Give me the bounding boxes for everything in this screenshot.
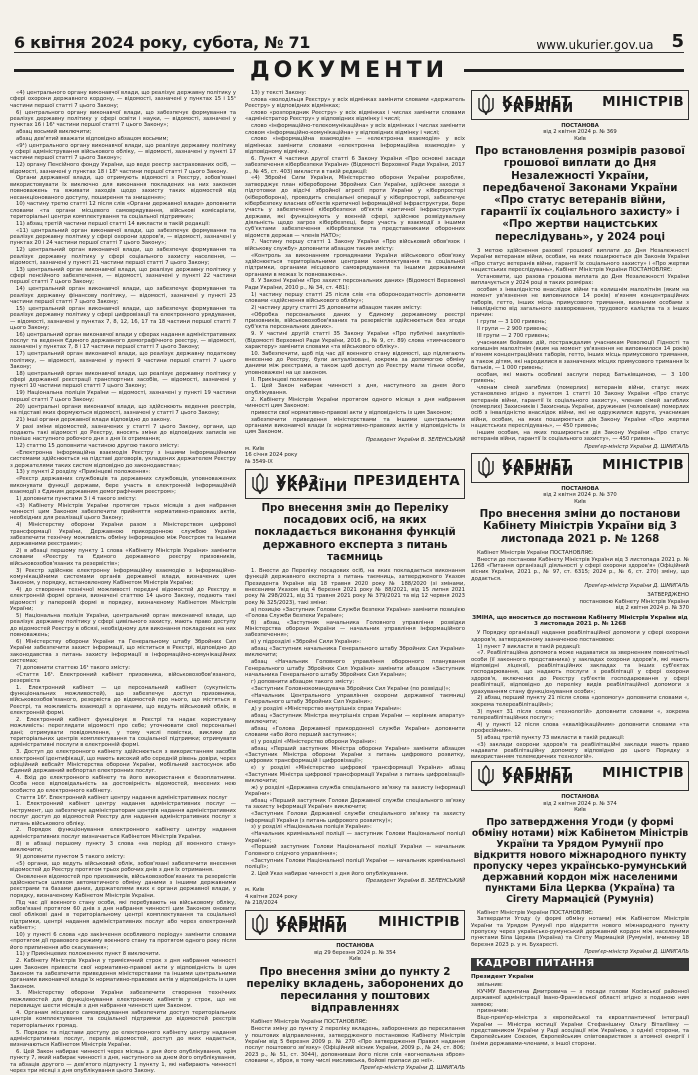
cabinet-paragraph: II групи — 2 900 гривень; <box>477 325 548 332</box>
cabinet-paragraph: учасникам бойових дій, постраждалим учасникам Революції Гідності та колишнім малолітнім (яким на момент ув'язнення не виповнилося 14 років) в'язням концентраційних таборів, гетто, інших місць примусового тримання, а також дітям, які народилися в зазначених місцях примусового тримання їх батьків, — 1 000 гривень; <box>471 339 689 372</box>
law-paragraph: У разі зміни відомостей, зазначених у статті 7 цього Закону, органи, що подають такі відомості до Реєстру, вносять зміни до відповідних записів не пізніше наступного робочого дня з дня їх отримання; <box>10 423 236 443</box>
column-right <box>471 90 689 1048</box>
law-paragraph: 4. Органам місцевого самоврядування забезпечити доступ територіальних центрів комплектування та соціальної підтримки до відомостей реєстрів територіальних громад. <box>10 1009 236 1029</box>
law-paragraph: забезпечити приведення міністерствами та іншими центральними органами виконавчої влади їх нормативно-правових актів у відповідність із цим Законом. <box>245 416 465 436</box>
cabinet1-section-header <box>471 90 689 120</box>
cabinet1-signature: Прем'єр-міністр України Д. ШМИГАЛЬ <box>584 443 689 450</box>
decree-paragraph: «Начальник Центрального управління охорони державної таємниці Генерального штабу Збройних Сил України»; <box>245 692 465 705</box>
cabinet-paragraph: З метою здійснення разової грошової виплати до Дня Незалежності України ветеранам війни, особам, на яких поширюється дія Законів України «Про статус ветеранів війни, гарантії їх соціального захисту» і «Про жертви нацистських переслідувань», Кабінет Міністрів України ПОСТАНОВЛЯЄ: <box>471 247 689 273</box>
kadrovi-paragraph: звільнив: <box>477 982 503 989</box>
law-paragraph: «11) центральний орган виконавчої влади, що забезпечує формування та реалізує державну політику у сфері охорони здоров'я, — відомості, зазначені у пунктах 20 і 24 частини першої статті 7 цього Закону»; <box>10 227 236 247</box>
law-paragraph: «Контроль за виконанням громадянами України військового обов'язку здійснюється територіальними центрами комплектування та соціальної підтримки, органами місцевого самоврядування та іншими державними органами в межах їх повноважень». <box>245 252 465 278</box>
column-law-text <box>10 90 236 1075</box>
decree-headline: Про внесення змін до Переліку посадових осіб, на яких покладається виконання функцій державного експерта з питань таємниць <box>254 501 456 563</box>
law-paragraph: абзац дев'ятий вважати відповідно абзацом восьмим; <box>16 135 169 142</box>
kadrovi-subtitle: Президент України <box>471 973 534 980</box>
law-paragraph: 5. Порядок та підстави доступу до електронного кабінету центру надання адміністративних послуг, перелік відомостей, доступ до яких надається, визначаються Кабінетом Міністрів України. <box>10 1029 236 1049</box>
kadrovi-section-title: КАДРОВІ ПИТАННЯ <box>471 958 689 970</box>
law-paragraph: «Електронна інформаційна взаємодія Реєстру з іншими інформаційними системами здійснюється на підставі договорів, укладених держателем Реєстру з держателями таких систем відповідно до законодавства»; <box>10 449 236 469</box>
cabinet1-meta <box>471 123 689 142</box>
cabinet-paragraph: Кабінет Міністрів України ПОСТАНОВЛЯЄ: <box>477 909 594 916</box>
law-paragraph: 12) центральний орган виконавчої влади, що забезпечує формування та реалізує державну політику у сфері соціального захисту населення, — відомості, зазначені у пункті 21 частини першої статті 7 цього Закону; <box>10 247 236 266</box>
law-paragraph: Оновлення відомостей про призовників, військовозобов'язаних та резервістів здійснюється шляхом автоматичного обміну даними з іншими державними реєстрами та базами даних, держателями яких є органи державної влади, у порядку, визначеному Кабінетом Міністрів України. <box>10 873 236 899</box>
change-paragraph: «7. Реабілітаційна допомога може надаватися за зверненням повнолітньої особи (її законного представника) у закладах охорони здоров'я, які мають відповідні ліцензії, реабілітаційних закладах та інших суб'єктах господарювання, що надають послуги з реабілітації у сфері охорони здоров'я, включених до Реєстру суб'єктів господарювання у сфері реабілітації, відповідно до переліку видів реабілітаційної допомоги з урахуванням стану функціонування особи»; <box>471 650 689 695</box>
law-paragraph: привести свої нормативно-правові акти у відповідність із цим Законом; <box>251 409 453 416</box>
decree-paragraph: «Заступник Голови Національної поліції України — начальник кримінальної поліції»; <box>245 857 465 870</box>
decree-paragraph: «Заступник Голови Державної служби спеціального зв'язку та захисту інформації України (з питань цифрового розвитку)»; <box>245 811 465 824</box>
footer-meta-line: м. Київ <box>245 446 265 453</box>
law-paragraph: Під час дії воєнного стану особи, які перебувають на військовому обліку, зобов'язані протягом 60 днів з дня набрання чинності цим Законом оновити свої облікові дані в територіальному центрі комплектування та соціальної підтримки, центрі надання адміністративних послуг або через електронний кабінет»; <box>10 899 236 931</box>
decree-section-header <box>245 469 465 499</box>
law-paragraph: «4) Збройні Сили України, Міністерство оборони України розробляє, затверджує план кібероборони Збройних Сил України, здійснює заходи з підготовки до відсічі збройної агресії проти України у кіберпросторі (кібероборона), проводить спеціальні операції у кіберпросторі, забезпечує кібербезпеку власних об'єктів критичної інформаційної інфраструктури, бере участь у забезпеченні кібербезпеки об'єктів критичної інфраструктури держави, які функціонують у воєнній сфері, здійснює розвідувальну діяльність щодо загроз кібербезпеці, бере участь у взаємодії з іншими суб'єктами забезпечення кібербезпеки та представниками оборонних відомств держав — членів НАТО»; <box>245 175 465 239</box>
cabinet-paragraph: особам з інвалідністю внаслідок війни та колишнім малолітнім (яким на момент ув'язнення не виповнилося 14 років) в'язням концентраційних таборів, гетто, інших місць примусового тримання, визнаним особами з інвалідністю від загального захворювання, трудового каліцтва та з інших причин: <box>471 286 689 319</box>
cabinet-paragraph: Кабінет Міністрів України ПОСТАНОВЛЯЄ: <box>251 1019 368 1026</box>
footer-meta-line: № 3549-IX <box>245 458 273 465</box>
cabinet2-approved <box>471 592 689 611</box>
law-paragraph: 11) у Прикінцевих положеннях пункт 8 виключити. <box>16 951 161 958</box>
law-paragraph: 1. Електронний кабінет — це персональний кабінет (сукупність функціональних можливостей), що забезпечує доступ призовника, військовозобов'язаного, резервіста до відомостей про нього, що містяться в Реєстрі, та можливість взаємодії з органами, що ведуть військовий облік, в електронній формі. <box>10 684 236 717</box>
decree-paragraph: а) позицію «Заступник Голови Служби безпеки України» замінити позицією «Голова Служби безпеки України»; <box>245 606 465 619</box>
cabinet-body <box>245 1019 465 1064</box>
law-paragraph: II. Прикінцеві положення <box>251 376 322 383</box>
law-paragraph: 3. Доступ до електронного кабінету здійснюється з використанням засобів електронної ідентифікації, що мають високий або середній рівень довіри, через офіційний вебсайт Міністерства оборони України, мобільний застосунок або Єдиний державний вебпортал електронних послуг. <box>10 749 236 775</box>
trident-seal-icon <box>476 765 496 787</box>
cabinet1-title: КАБІНЕТ МІНІСТРІВ УКРАЇНИ <box>502 93 684 116</box>
change-paragraph: 4) у пункті 12 після слова «кваліфікаційним» доповнити словами «та професійним». <box>471 721 689 735</box>
law-paragraph: 1. Цей Закон набирає чинності з дня, наступного за днем його опублікування. <box>245 383 465 396</box>
meta-line: ПОСТАНОВА <box>561 123 599 129</box>
cabinet2-change-title: ЗМІНА, що вноситься до постанови Кабінету Міністрів України від 3 листопада 2021 р. № 1268 <box>472 614 688 628</box>
cabinet2-headline: Про внесення зміни до постанови Кабінету Міністрів України від 3 листопада 2021 р. № 1268 <box>479 508 681 545</box>
decree-paragraph: абзац «Заступник начальника Генерального штабу Збройних Сил України» виключити; <box>245 646 465 659</box>
cabinet3-meta <box>471 794 689 813</box>
approved-line: від 2 квітня 2024 р. № 370 <box>615 605 689 612</box>
law-paragraph: 11) абзац третій частини першої статті 14 викласти в такій редакції: <box>16 220 210 227</box>
law-paragraph: 15) центральний орган виконавчої влади, що забезпечує формування та реалізує державну політику у сфері цифровізації та електронного урядування, — відомості, зазначені у пунктах 7, 8, 12, 16, 17 та 18 частини першої статті 7 цього Закону; <box>10 305 236 331</box>
banner-rule-left <box>14 69 234 72</box>
site-url[interactable]: www.ukurier.gov.ua <box>536 38 654 52</box>
trident-seal-icon <box>476 457 496 479</box>
masthead-right <box>536 31 684 52</box>
decree-paragraph: абзац «Голова Державної прикордонної служби України» доповнити словами «або його перший заступник»; <box>245 725 465 739</box>
law-paragraph: 3. Міністерству оборони України забезпечити створення технічних можливостей для функціонування електронних кабінетів у строк, що не перевищує шести місяців з дня набрання чинності цим Законом. <box>10 990 236 1010</box>
approved-line: ЗАТВЕРДЖЕНО <box>647 592 689 599</box>
cabinet-paragraph: Кабінет Міністрів України ПОСТАНОВЛЯЄ: <box>477 549 594 556</box>
cabinet-paragraph: членам сімей загиблих (померлих) ветеранів війни, статус яких установлено згідно з пунктом 1 статті 10 Закону України «Про статус ветеранів війни, гарантії їх соціального захисту», членам сімей загиблих (померлих) Захисників і Захисниць України, дружинам (чоловікам) померлих осіб з інвалідністю внаслідок війни, які не одружилися вдруге, учасникам війни, особам, на яких поширюється дія Закону України «Про жертви нацистських переслідувань», — 450 гривень; <box>471 385 689 430</box>
change-paragraph: У Порядку організації надання реабілітаційної допомоги у сфері охорони здоров'я, затвердженому зазначеною постановою: <box>471 630 689 643</box>
law-paragraph: 12) органу Пенсійного фонду України, що веде реєстр застрахованих осіб, — відомості, зазначені у пунктах 18 і 18¹ частини першої статті 7 цього Закону. <box>10 162 236 175</box>
law-paragraph: 21) інші органи державної влади відповідно до закону. <box>16 416 172 423</box>
meta-line: ПОСТАНОВА <box>561 486 599 492</box>
meta-line: Київ <box>574 807 586 814</box>
law-paragraph: 6. Пункт 4 частини другої статті 6 Закону України «Про основні засади забезпечення кібербезпеки України» (Відомості Верховної Ради України, 2017 р., № 45, ст. 403) викласти в такій редакції: <box>245 155 465 175</box>
meta-line: від 29 березня 2024 р. № 354 <box>314 949 396 956</box>
law-paragraph: 14) центральний орган виконавчої влади, що забезпечує формування та реалізує державну фінансову політику, — відомості, зазначені у пункті 23 частини першої статті 7 цього Закону; <box>10 286 236 305</box>
cabinet-paragraph: особам, які мають особливі заслуги перед Батьківщиною, — 3 100 гривень; <box>471 371 689 385</box>
cabinet2-body <box>471 550 689 582</box>
law-paragraph: 12) статтю 15 доповнити частиною другою такого змісту: <box>16 443 179 450</box>
kadrovi-body <box>471 982 689 1047</box>
kadrovi-paragraph: КУЧМУ Валентина Дмитровича — з посади голови Косівської районної державної адміністрації Івано-Франківської області згідно з поданою ним заявою; <box>471 988 689 1008</box>
change-paragraph: «3) заклади охорони здоров'я та реабілітаційні заклади мають право надавати реабілітаційну допомогу відповідно до цього Порядку з використанням телемедичних технологій». <box>471 741 689 761</box>
decree-paragraph: з) у розділі «Національна поліція України»: <box>251 824 372 831</box>
law-paragraph: Стаття 16². Електронний кабінет центру надання адміністративних послуг <box>16 794 228 801</box>
law-paragraph: 1) частину першу статті 25 після слів «та обороноздатності» доповнити словами «здійснення військового обліку»; <box>245 291 465 304</box>
law-paragraph: 2. Електронний кабінет функціонує в Реєстрі та надає користувачу можливість: переглядати відомості про себе; уточнювати свої персональні дані; отримувати повідомлення, у тому числі повістки, виклики до територіальних центрів комплектування та соціальної підтримки; отримувати адміністративні послуги в електронній формі. <box>10 717 236 749</box>
cabinet-section-header <box>245 910 465 940</box>
meta-line: від 2 квітня 2024 р. № 370 <box>543 492 617 499</box>
law-paragraph: «9¹) центрального органу виконавчої влади, що реалізує державну політику у сфері адміністрування військового обліку, — відомості, зазначені у пункті 17 частини першої статті 7 цього Закону»; <box>10 142 236 162</box>
law-paragraph: 5) Національна поліція України, центральний орган виконавчої влади, що реалізує державну політику у сфері цивільного захисту, мають право доступу до відомостей Реєстру в обсязі, необхідному для виконання покладених на них повноважень; <box>10 613 236 639</box>
kadrovi-paragraph: призначив: <box>477 1008 509 1015</box>
change-paragraph: 5) абзац третій пункту 73 викласти в такій редакції: <box>477 734 625 741</box>
law-paragraph: 10. Забезпечити, щоб під час дії воєнного стану відомості, що підлягають внесенню до Реєстру, були актуалізовані, зокрема за допомогою обміну даними між реєстрами, а також щоб доступ до Реєстру мали тільки особи, уповноважені на це законом. <box>245 350 465 376</box>
footer-meta-line: № 218/2024 <box>245 900 278 907</box>
cabinet-paragraph: III групи — 2 700 гривень; <box>477 332 550 339</box>
law-paragraph: 18) центральний орган виконавчої влади, що реалізує державну політику у сфері державної реєстрації транспортних засобів, — відомості, зазначені у пункті 10 частини першої статті 7 цього Закону; <box>10 370 236 390</box>
section-banner-title: ДОКУМЕНТИ <box>250 57 448 83</box>
cabinet2-title: КАБІНЕТ МІНІСТРІВ УКРАЇНИ <box>502 456 684 479</box>
law-paragraph: 4) Міністерству оборони України разом з Міністерством цифрової трансформації України, Державною прикордонною службою України забезпечити технічну можливість обміну інформацією між Реєстром та іншими державними реєстрами»; <box>10 522 236 548</box>
president-signature-2: Президент України В. ЗЕЛЕНСЬКИЙ <box>365 878 465 885</box>
cabinet-paragraph: I групи — 3 100 гривень; <box>477 319 547 326</box>
cabinet3-signature: Прем'єр-міністр України Д. ШМИГАЛЬ <box>584 949 689 956</box>
decree-paragraph: 1. Внести до Переліку посадових осіб, на яких покладається виконання функцій державного експерта з питань таємниць, затвердженого Указом Президента України від 18 травня 2020 року № 188/2020 (зі змінами, внесеними Указом від 4 березня 2021 року № 88/2021, від 15 липня 2021 року № 298/2021, від 31 травня 2021 року № 379/2021 та від 12 червня 2023 року № 325/2023), такі зміни: <box>245 567 465 606</box>
law-paragraph: 1. Електронний кабінет центру надання адміністративних послуг — інструмент, що забезпечує адміністраторам центрів надання адміністративних послуг доступ до відомостей Реєстру для надання адміністративних послуг з питань військового обліку. <box>10 801 236 827</box>
law-paragraph: слово «інформаційно-телекомунікаційна» у всіх відмінках і числах замінити словом «інформаційно-комунікаційна» у відповідних відмінку і числі; <box>245 123 466 136</box>
law-paragraph: 2. Кабінету Міністрів України у тримісячний строк з дня набрання чинності цим Законом привести свої нормативно-правові акти у відповідність із цим Законом та забезпечити приведення міністерствами та іншими центральними органами виконавчої влади їх нормативно-правових актів у відповідність із цим Законом. <box>10 958 236 990</box>
decree-paragraph: г) доповнити абзацом такого змісту: <box>251 678 355 685</box>
footer-meta-line: 4 квітня 2024 року <box>245 893 298 900</box>
law-paragraph: 8) в абзаці першому пункту 3 слова «на період дії воєнного стану» виключити; <box>10 840 236 853</box>
decree-paragraph: в) у підрозділі «Збройні Сили України»: <box>251 639 362 646</box>
law-paragraph: 1) доповнити пунктами 3 і 4 такого змісту: <box>16 495 137 502</box>
law-paragraph: 9) доповнити пунктом 5 такого змісту: <box>16 853 125 860</box>
cabinet-section-title: КАБІНЕТ МІНІСТРІВ УКРАЇНИ <box>276 914 460 937</box>
decree-paragraph: «Начальник кримінальної поліції — заступник Голови Національної поліції України»; <box>245 831 465 844</box>
law-paragraph: 13) центральний орган виконавчої влади, що реалізує державну політику у сфері пенсійного забезпечення, — відомості, зазначені у пункті 22 частини першої статті 7 цього Закону; <box>10 266 236 286</box>
decree-paragraph: абзац «Заступник Міністра внутрішніх справ України — керівник апарату» виключити; <box>245 712 465 725</box>
law-paragraph: «4) центрального органу виконавчої влади, що реалізує державну політику у сфері охорони державного кордону, — відомості, зазначені у пунктах 15 і 15¹ частини першої статті 7 цього Закону; <box>10 90 236 109</box>
law-paragraph: 9. У частині другій статті 35 Закону України «Про публічні закупівлі» (Відомості Верховної Ради України, 2016 р., № 9, ст. 89) слова «тимчасового характеру» замінити словами «та військового обліку». <box>245 331 465 350</box>
law-paragraph: «Стаття 16¹. Електронний кабінет призовника, військовозобов'язаного, резервіста <box>10 671 236 684</box>
cabinet-paragraph: іншим особам, на яких поширюється дія Закону України «Про статус ветеранів війни, гарантії їх соціального захисту», — 450 гривень. <box>471 429 689 443</box>
decree-paragraph: д) у розділі «Міністерство внутрішніх справ України»: <box>251 705 402 712</box>
law-paragraph: 4. Вхід до електронного кабінету та його використання є безоплатними. Особа несе відповідальність за достовірність відомостей, внесених нею особисто до електронного кабінету. <box>10 775 236 794</box>
decree-paragraph: «Заступник Головнокомандувача Збройних Сил України (по розвідці)»; <box>251 685 451 692</box>
trident-seal-icon <box>250 914 270 936</box>
cabinet1-headline: Про встановлення розмірів разової грошової виплати до Дня Незалежності України, передбаченої Законами України «Про статус ветеранів війни, гарантії їх соціального захисту» і «Про жертви нацистських переслідувань», у 2024 році <box>475 145 685 243</box>
decree-paragraph: ж) у розділі «Державна служба спеціального зв'язку та захисту інформації України»: <box>245 784 465 798</box>
meta-line: Київ <box>574 135 586 142</box>
cabinet-paragraph: Внести зміну до пункту 2 переліку вкладень, заборонених до пересилання у поштових відправленнях, затвердженого постановою Кабінету Міністрів України від 5 березня 2009 р. № 270 «Про затвердження Правил надання послуг поштового зв'язку» (Офіційний вісник України, 2009 р., № 24, ст. 806; 2023 р., № 51, ст. 3044), доповнивши його після слів «вогнепальна зброя» словами «, зброя, в тому числі мисливська, бойові припаси до неї». <box>245 1026 465 1064</box>
masthead <box>14 30 684 53</box>
decree-paragraph: абзац «Перший заступник Голови Державної служби спеціального зв'язку та захисту інформації України» виключити; <box>245 798 465 811</box>
law-paragraph: «Обробка персональних даних у Єдиному державному реєстрі призовників, військовозобов'язаних та резервістів здійснюється без згоди суб'єкта персональних даних». <box>245 311 465 331</box>
cabinet-headline: Про внесення зміни до пункту 2 переліку вкладень, заборонених до пересилання у поштових відправленнях <box>246 965 464 1015</box>
law-paragraph: 8. У Законі України «Про захист персональних даних» (Відомості Верховної Ради України, 2010 р., № 34, ст. 481): <box>245 278 465 291</box>
meta-line: від 2 квітня 2024 р. № 374 <box>543 800 617 807</box>
banner-rule-right <box>464 69 684 72</box>
cabinet2-change-body <box>471 630 689 760</box>
cabinet-paragraph: Внести до постанови Кабінету Міністрів України від 3 листопада 2021 р. № 1268 «Питання організації діяльності у сфері охорони здоров'я» (Офіційний вісник України, 2021 р., № 97, ст. 6315; 2024 р., № 6, ст. 270) зміну, що додається. <box>471 556 689 582</box>
decree-paragraph: б) абзац «Заступник начальника Головного управління розвідки Міністерства оборони України — начальник управління інформаційного забезпечення»; <box>245 619 465 639</box>
president-signature: Президент України В. ЗЕЛЕНСЬКИЙ <box>365 436 465 443</box>
law-paragraph: 2. Кабінету Міністрів України протягом одного місяця з дня набрання чинності цим Законом: <box>245 396 465 409</box>
law-paragraph: Органи державної влади, що отримують відомості з Реєстру, зобов'язані використовувати їх виключно для виконання покладених на них законом повноважень та вживати заходів щодо захисту таких відомостей від несанкціонованого доступу, поширення та знищення»; <box>10 175 236 201</box>
meta-line: Київ <box>349 956 361 963</box>
page-number: 5 <box>671 31 684 52</box>
change-paragraph: 2) абзац перший пункту 21 після слова «допомогу» доповнити словами «, зокрема телереабілітаційні»; <box>471 695 689 708</box>
cabinet2-section-header <box>471 453 689 483</box>
cabinet1-body <box>471 248 689 443</box>
law-footer-meta <box>245 446 465 465</box>
law-paragraph: 7. Частину першу статті 1 Закону України «Про військовий обов'язок і військову службу» доповнити абзацом таким змісту: <box>245 239 465 252</box>
trident-seal-icon <box>250 473 270 495</box>
section-banner <box>14 57 684 83</box>
decree-body <box>245 568 465 877</box>
law-paragraph: 6. Цей Закон набирає чинності через місяць з дня його опублікування, крім пункту 7, який набирає чинності з дня, наступного за днем його опублікування, та абзаців другого — дев'ятого підпункту 1 пункту 1, які набирають чинності через три місяці з дня опублікування цього Закону. <box>10 1049 236 1075</box>
change-paragraph: 1) пункт 7 викласти в такій редакції: <box>477 643 581 650</box>
trident-seal-icon <box>476 94 496 116</box>
law-paragraph: 6) Міністерству оборони України та Генеральному штабу Збройних Сил України забезпечити захист інформації, що міститься в Реєстрі, відповідно до законодавства з питань захисту інформації в інформаційно-комунікаційних системах; <box>10 638 236 664</box>
law-paragraph: 3) Реєстр здійснює електронну інформаційну взаємодію з інформаційно-комунікаційними системами органів державної влади, визначених цим Законом, у порядку, встановленому Кабінетом Міністрів України; <box>10 567 236 587</box>
approved-line: постановою Кабінету Міністрів України <box>579 598 689 605</box>
law-paragraph: «Реєстр державних службовців та державних службовців, уповноважених виконувати функції держави, бере участь в електронній інформаційній взаємодії з Єдиним державним демографічним реєстром»; <box>10 476 236 495</box>
cabinet-paragraph: Затвердити Угоду (у формі обміну нотами) між Кабінетом Міністрів України та Урядом Румунії про відкриття нового міжнародного пункту пропуску через українсько-румунський державний кордон між населеними пунктами Біла Церква (Україна) та Сігету Мармацієй (Румунія), вчинену 18 березня 2023 р. у м. Бухаресті. <box>471 916 689 948</box>
meta-line: Київ <box>574 498 586 505</box>
decree-paragraph: 2. Цей Указ набирає чинності з дня його опублікування. <box>251 870 409 877</box>
law-paragraph: слово «розпорядник Реєстру» у всіх відмінках і числах замінити словами «адміністратор Реєстру» у відповідних відмінку і числі; <box>245 110 465 123</box>
decree-section-title: УКАЗ ПРЕЗИДЕНТА УКРАЇНИ <box>276 472 460 495</box>
law-paragraph: 2. Порядок функціонування електронного кабінету центру надання адміністративних послуг визначається Кабінетом Міністрів України. <box>10 827 236 840</box>
cabinet-signature: Прем'єр-міністр України Д. ШМИГАЛЬ <box>360 1065 465 1072</box>
cabinet3-title: КАБІНЕТ МІНІСТРІВ УКРАЇНИ <box>502 764 684 788</box>
decree-paragraph: е) у розділі «Міністерство оборони України»: <box>251 738 377 745</box>
meta-line: ПОСТАНОВА <box>561 794 599 801</box>
law-paragraph: 17) центральний орган виконавчої влади, що реалізує державну податкову політику, — відомості, зазначені у пункті 9 частини першої статті 7 цього Закону; <box>10 351 236 370</box>
issue-date: 6 квітня 2024 року, субота, № 71 <box>14 33 311 52</box>
law-paragraph: 19) Національна поліція України — відомості, зазначені у пункті 19 частини першої статті 7 цього Закону; <box>10 390 236 403</box>
law-paragraph: «5) органи, що ведуть військовий облік, зобов'язані забезпечити внесення відомостей до Реєстру протягом трьох робочих днів з дня їх отримання. <box>10 860 236 873</box>
law-paragraph: абзац восьмий виключити; <box>16 129 92 136</box>
decree-paragraph: «Перший заступник Голови Національної поліції України — начальник Головного слідчого управління»; <box>245 844 465 857</box>
column-middle <box>245 90 465 1075</box>
law-paragraph: слова «володільця Реєстру» у всіх відмінках замінити словами «держатель Реєстру» у відповідних відмінках; <box>245 96 465 110</box>
law-paragraph: 2) частину другу статті 25 доповнити абзацом таким змісту: <box>251 304 422 311</box>
decree-paragraph: є) у розділі «Міністерство цифрової трансформації України» абзац «Заступник Міністра цифрової трансформації України з питань цифровізації» виключити; <box>245 765 465 784</box>
decree-footer-meta <box>245 887 465 906</box>
law-continuation <box>245 90 465 436</box>
law-paragraph: «3) Кабінету Міністрів України протягом трьох місяців з дня набрання чинності цим Законом забезпечити прийняття нормативно-правових актів, необхідних для реалізації цього Закону; <box>10 502 236 522</box>
cabinet-meta <box>245 943 465 962</box>
law-paragraph: 20) центральні органи виконавчої влади, що здійснюють ведення реєстрів, на підставі яких формуються відомості, зазначені у статті 7 цього Закону; <box>10 403 236 416</box>
kadrovi-paragraph: Віце-прем'єр-міністра з європейської та євроатлантичної інтеграції України — Міністра юстиції України Стефанішину Ольгу Віталіївну — представником України у Раді асоціації між Україною, з однієї сторони, та Європейським Союзом, Європейським співтовариством з атомної енергії і їхніми державами-членами, з іншої сторони. <box>471 1015 689 1047</box>
law-paragraph: 4) до створення технічної можливості передачі відомостей до Реєстру в електронній формі органи, визначені статтею 14 цього Закону, подають такі відомості у паперовій формі в порядку, визначеному Кабінетом Міністрів України; <box>10 587 236 613</box>
cabinet3-headline: Про затвердження Угоди (у формі обміну нотами) між Кабінетом Міністрів України та Урядом Румунії про відкриття нового міжнародного пункту пропуску через українсько-румунський державний кордон між населеними пунктами Біла Церква (Україна) та Сігету Мармацієй (Румунія) <box>471 816 689 905</box>
footer-meta-line: 16 січня 2024 року <box>245 452 298 459</box>
law-paragraph: 13) у тексті Закону: <box>251 90 307 96</box>
law-paragraph: 10) частину третю статті 12 після слів «Органи державної влади» доповнити словами «та органи місцевого самоврядування, військові комісаріати, територіальні центри комплектування та соціальної підтримки»; <box>10 201 236 221</box>
law-paragraph: 2) в абзаці першому пункту 1 слова «Кабінету Міністрів України» замінити словами «Реєстру та Єдиного державного реєстру призовників, військовозобов'язаних та резервістів»; <box>10 548 236 567</box>
cabinet2-meta <box>471 486 689 505</box>
meta-line: ПОСТАНОВА <box>336 943 374 950</box>
cabinet3-body <box>471 910 689 949</box>
law-paragraph: слово «інформаційна взаємодія» — «електронна взаємодія» у всіх відмінках замінити словами «електронна інформаційна взаємодія» у відповідному відмінку. <box>245 136 465 156</box>
law-paragraph: 10) у пункті 6 слова «до закінчення особливого періоду» замінити словами «протягом дії правового режиму воєнного стану та протягом одного року після його припинення або скасування»; <box>10 931 236 951</box>
decree-paragraph: абзац «Перший заступник Міністра оборони України» замінити абзацом «Заступник Міністра оборони України з питань цифрового розвитку, цифрових трансформацій і цифровізації»; <box>245 745 465 765</box>
decree-paragraph: абзац «Начальник Головного управління оборонного планування Генерального штабу Збройних Сил України» замінити абзацом «Заступник начальника Генерального штабу Збройних Сил України»; <box>245 659 465 678</box>
law-paragraph: 7) доповнити статтею 16¹ такого змісту: <box>16 664 131 671</box>
change-paragraph: 3) пункт 31 після слова «технологій» доповнити словами «, зокрема телереабілітаційних послуг»; <box>471 708 689 721</box>
cabinet2-signature: Прем'єр-міністр України Д. ШМИГАЛЬ <box>584 583 689 590</box>
cabinet-paragraph: Установити, що разова грошова виплата до Дня Незалежності України виплачується у 2024 році в таких розмірах: <box>471 273 689 287</box>
cabinet3-section-header <box>471 761 689 791</box>
law-paragraph: 16) центральний орган виконавчої влади у сферах надання адміністративних послуг та ведення Єдиного державного демографічного реєстру, — відомості, зазначені у пунктах 7, 8 і 17 частини першої статті 7 цього Закону; <box>10 331 236 351</box>
law-paragraph: 13) у пункті 2 розділу «Прикінцеві положення»: <box>16 469 151 476</box>
law-paragraph: 6) центрального органу виконавчої влади, що забезпечує формування та реалізує державну політику у сфері освіти і науки, — відомості, зазначені у пунктах 16 і 16¹ частини першої статті 7 цього Закону»; <box>10 109 236 129</box>
meta-line: від 2 квітня 2024 р. № 369 <box>543 129 617 136</box>
footer-meta-line: м. Київ <box>245 887 265 894</box>
